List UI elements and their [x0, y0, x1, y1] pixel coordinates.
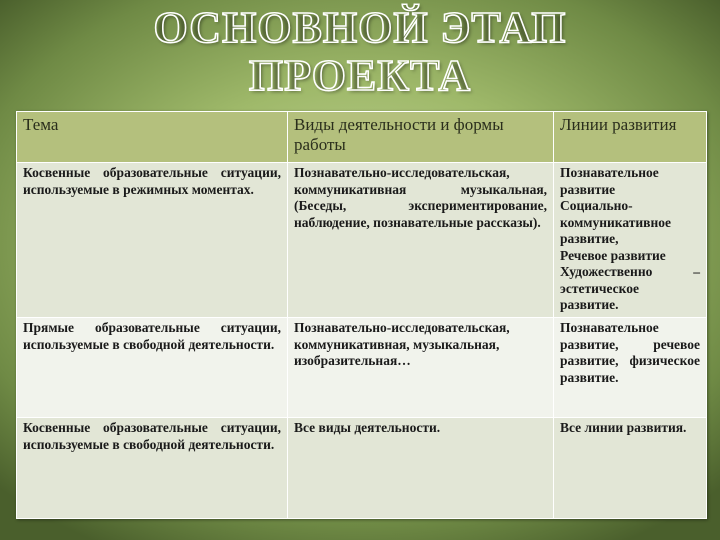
slide-title-line-2: ПРОЕКТА	[248, 51, 472, 100]
cell-topic: Косвенные образовательные ситуации, используемые в режимных моментах.	[17, 163, 288, 318]
table-row	[17, 163, 707, 318]
cell-activities: Познавательно-исследовательская, коммуникативная, музыкальная, изобразительная…	[288, 318, 554, 418]
development-line: Все линии развития.	[560, 420, 687, 435]
slide-title-line-1: ОСНОВНОЙ ЭТАП	[153, 3, 567, 52]
table-row	[17, 318, 707, 418]
header-activities: Виды деятельности и формы работы	[288, 112, 554, 163]
cell-development-lines	[554, 418, 707, 519]
development-line: Познавательное развитие, речевое развитие, физическое развитие.	[560, 320, 700, 385]
table-header-row	[17, 112, 707, 163]
cell-topic: Прямые образовательные ситуации, используемые в свободной деятельности.	[17, 318, 288, 418]
cell-development-lines	[554, 318, 707, 418]
header-topic: Тема	[17, 112, 288, 163]
table-row	[17, 418, 707, 519]
development-line: Социально-коммуникативное развитие,	[560, 198, 671, 246]
cell-development-lines	[554, 163, 707, 318]
cell-activities: Познавательно-исследовательская, коммуникативная музыкальная, (Беседы, экспериментирование, наблюдение, познавательные рассказы).	[288, 163, 554, 318]
slide-title	[0, 4, 720, 100]
development-line: Художественно – эстетическое развитие.	[560, 264, 700, 312]
cell-activities: Все виды деятельности.	[288, 418, 554, 519]
project-stage-table	[16, 111, 707, 519]
development-line: Речевое развитие	[560, 247, 666, 263]
header-development-lines: Линии развития	[554, 112, 707, 163]
cell-topic: Косвенные образовательные ситуации, используемые в свободной деятельности.	[17, 418, 288, 519]
development-line: Познавательное развитие	[560, 165, 659, 197]
